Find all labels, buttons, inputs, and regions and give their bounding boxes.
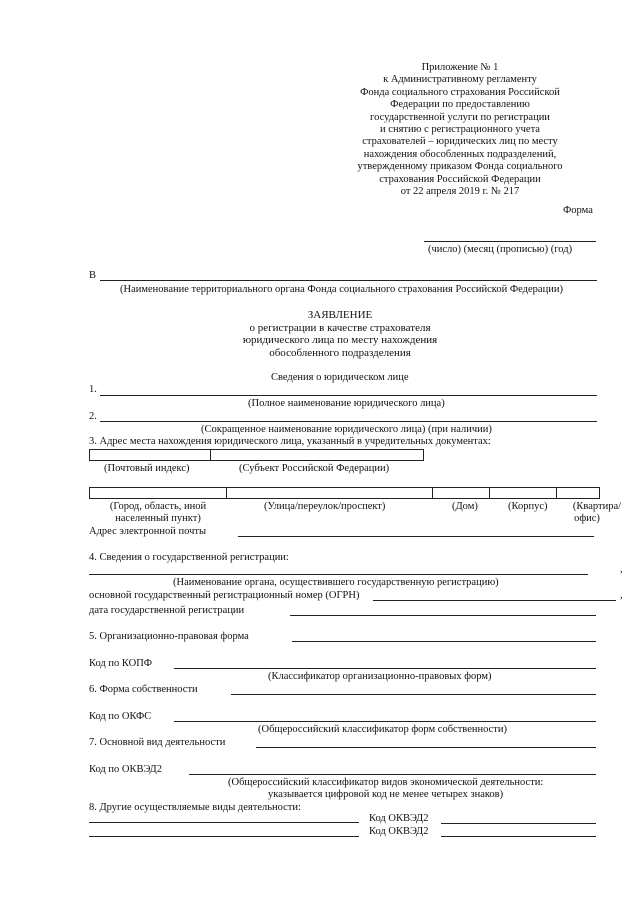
- building-caption: (Корпус): [508, 501, 548, 512]
- other-activity-field[interactable]: [89, 836, 359, 837]
- kopf-caption: (Классификатор организационно-правовых форм): [268, 671, 492, 682]
- kopf-label: Код по КОПФ: [89, 658, 153, 669]
- item-3-label: 3. Адрес места нахождения юридического лица, указанный в учредительных документах:: [89, 436, 491, 447]
- okved-extra-label: Код ОКВЭД2: [369, 826, 429, 837]
- header-line: страхования Российской Федерации: [379, 173, 541, 185]
- okfs-field[interactable]: [174, 721, 596, 722]
- header-line: от 22 апреля 2019 г. № 217: [400, 186, 520, 198]
- item-4-label: 4. Сведения о государственной регистрации:: [89, 552, 289, 563]
- item-5-label: 5. Организационно-правовая форма: [89, 631, 249, 642]
- reg-org-caption: (Наименование органа, осуществившего государственную регистрацию): [173, 577, 499, 588]
- fss-office-caption: (Наименование территориального органа Фонда социального страхования Российской Федерации): [120, 284, 563, 295]
- reg-date-field[interactable]: [290, 615, 596, 616]
- date-field[interactable]: [424, 241, 596, 242]
- title-line: обособленного подразделения: [269, 346, 411, 359]
- header-line: государственной услуги по регистрации: [370, 111, 550, 123]
- email-field[interactable]: [238, 536, 594, 537]
- comma: ,: [620, 590, 623, 601]
- item-7-label: 7. Основной вид деятельности: [89, 737, 226, 748]
- postal-index-box[interactable]: [89, 449, 211, 461]
- title-line: о регистрации в качестве страхователя: [249, 321, 431, 334]
- fss-office-field[interactable]: [100, 280, 597, 281]
- reg-org-field[interactable]: [89, 574, 588, 575]
- header-line: Федерации по предоставлению: [390, 99, 530, 111]
- header-line: Приложение № 1: [421, 62, 499, 73]
- full-name-caption: (Полное наименование юридического лица): [248, 398, 445, 409]
- house-caption: (Дом): [452, 501, 478, 512]
- short-name-caption: (Сокращенное наименование юридического лица) (при наличии): [201, 424, 492, 435]
- header-line: Фонда социального страхования Российской: [360, 86, 560, 98]
- flat-caption-2: офис): [574, 513, 600, 524]
- short-name-field[interactable]: [100, 421, 597, 422]
- okfs-label: Код по ОКФС: [89, 711, 152, 722]
- other-activity-field[interactable]: [89, 822, 359, 823]
- to-prefix: В: [89, 270, 97, 281]
- postal-index-caption: (Почтовый индекс): [104, 463, 190, 474]
- legal-form-field[interactable]: [292, 641, 596, 642]
- okved-field[interactable]: [189, 774, 596, 775]
- header-line: страхователей – юридических лиц по месту: [362, 136, 558, 148]
- document-title: [200, 309, 480, 359]
- house-box[interactable]: [432, 487, 490, 499]
- subject-box[interactable]: [210, 449, 424, 461]
- title-heading: ЗАЯВЛЕНИЕ: [307, 309, 373, 321]
- header-line: нахождения обособленных подразделений,: [363, 148, 557, 160]
- okved-extra-field[interactable]: [441, 823, 596, 824]
- city-box[interactable]: [89, 487, 227, 499]
- subject-caption: (Субъект Российской Федерации): [239, 463, 390, 474]
- okved-extra-label: Код ОКВЭД2: [369, 813, 429, 824]
- flat-caption: (Квартира/: [572, 501, 622, 512]
- kopf-field[interactable]: [174, 668, 596, 669]
- okved-caption: (Общероссийский классификатор видов экономической деятельности:: [228, 777, 544, 788]
- ogrn-field[interactable]: [373, 600, 616, 601]
- okved-extra-field[interactable]: [441, 836, 596, 837]
- title-line: юридического лица по месту нахождения: [242, 334, 438, 347]
- ogrn-label: основной государственный регистрационный номер (ОГРН): [89, 590, 360, 601]
- ownership-field[interactable]: [231, 694, 596, 695]
- section-heading: Сведения о юридическом лице: [271, 372, 409, 383]
- header-line: и снятию с регистрационного учета: [380, 124, 540, 136]
- street-caption: (Улица/переулок/проспект): [264, 501, 386, 512]
- flat-box[interactable]: [556, 487, 600, 499]
- date-caption: (число) (месяц (прописью) (год): [428, 244, 573, 255]
- okved-caption-2: указывается цифровой код не менее четырех знаков): [268, 789, 504, 800]
- reg-date-label: дата государственной регистрации: [89, 605, 245, 616]
- comma: ,: [620, 564, 623, 575]
- building-box[interactable]: [489, 487, 557, 499]
- item-2-number: 2.: [89, 411, 97, 422]
- item-1-number: 1.: [89, 384, 97, 395]
- city-caption: (Город, область, иной: [109, 501, 207, 512]
- item-6-label: 6. Форма собственности: [89, 684, 198, 695]
- header-line: к Административному регламенту: [383, 74, 537, 86]
- header-line: утвержденному приказом Фонда социального: [357, 161, 563, 173]
- city-caption-2: населенный пункт): [115, 513, 201, 524]
- okfs-caption: (Общероссийский классификатор форм собственности): [258, 724, 507, 735]
- regulation-header: [340, 62, 580, 198]
- main-activity-field[interactable]: [256, 747, 596, 748]
- email-label: Адрес электронной почты: [89, 526, 207, 537]
- item-8-label: 8. Другие осуществляемые виды деятельности:: [89, 802, 301, 813]
- form-label: Форма: [563, 205, 593, 216]
- okved-label: Код по ОКВЭД2: [89, 764, 162, 775]
- full-name-field[interactable]: [100, 395, 597, 396]
- street-box[interactable]: [226, 487, 433, 499]
